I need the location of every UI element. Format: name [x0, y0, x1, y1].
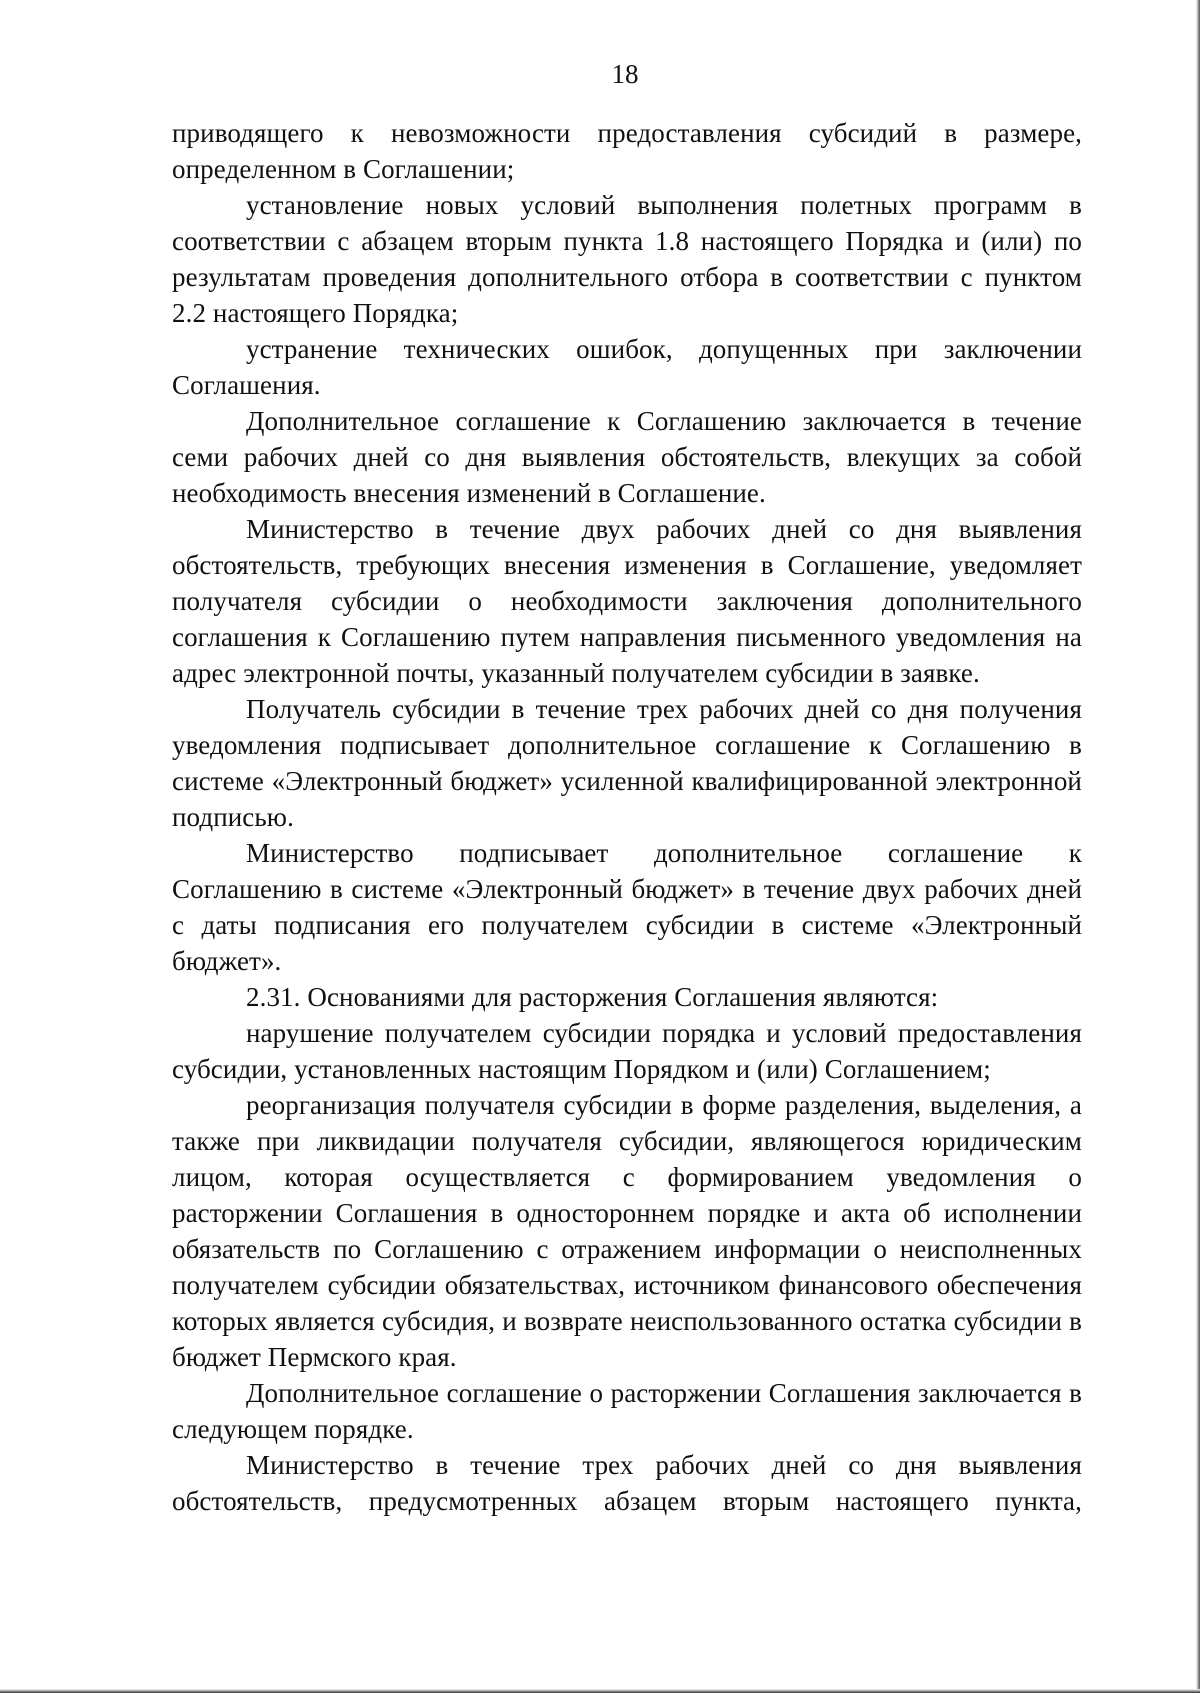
scan-edge-bottom: [0, 1689, 1200, 1693]
paragraph: Министерство в течение двух рабочих дней со дня выявления обстоятельств, требующих внесения изменения в Соглашение, уведомляет получателя субсидии о необходимости заключения дополнительного соглашения к Соглашению путем направления письменного уведомления на адрес электронной почты, указанный получателем субсидии в заявке.: [172, 514, 1082, 688]
section-heading-2-31: 2.31. Основаниями для расторжения Соглашения являются:: [246, 982, 939, 1012]
paragraph-continues-next-page: Министерство в течение трех рабочих дней со дня выявления обстоятельств, предусмотренных абзацем вторым настоящего пункта,: [172, 1450, 1082, 1516]
page-number: 18: [611, 59, 639, 89]
paragraph: реорганизация получателя субсидии в форме разделения, выделения, а также при ликвидации получателя субсидии, являющегося юридическим лицом, которая осуществляется с формированием уведомления о расторжении Соглашения в одностороннем порядке и акта об исполнении обязательств по Соглашению с отражением информации о неисполненных получателем субсидии обязательствах, источником финансового обеспечения которых является субсидия, и возврате неиспользованного остатка субсидии в бюджет Пермского края.: [172, 1090, 1082, 1372]
paragraph: Министерство подписывает дополнительное соглашение к Соглашению в системе «Электронный бюджет» в течение двух рабочих дней с даты подписания его получателем субсидии в системе «Электронный бюджет».: [172, 838, 1082, 976]
paragraph: Дополнительное соглашение к Соглашению заключается в течение семи рабочих дней со дня выявления обстоятельств, влекущих за собой необходимость внесения изменений в Соглашение.: [172, 406, 1082, 508]
paragraph: устранение технических ошибок, допущенных при заключении Соглашения.: [172, 334, 1082, 400]
paragraph: установление новых условий выполнения полетных программ в соответствии с абзацем вторым пункта 1.8 настоящего Порядка и (или) по результатам проведения дополнительного отбора в соответствии с пунктом 2.2 настоящего Порядка;: [172, 190, 1082, 328]
paragraph-continuation: приводящего к невозможности предоставления субсидий в размере, определенном в Соглашении;: [172, 118, 1082, 184]
paragraph: Получатель субсидии в течение трех рабочих дней со дня получения уведомления подписывает дополнительное соглашение к Соглашению в системе «Электронный бюджет» усиленной квалифицированной электронной подписью.: [172, 694, 1082, 832]
paragraph: Дополнительное соглашение о расторжении Соглашения заключается в следующем порядке.: [172, 1378, 1082, 1444]
paragraph: нарушение получателем субсидии порядка и условий предоставления субсидии, установленных настоящим Порядком и (или) Соглашением;: [172, 1018, 1082, 1084]
document-body: [172, 115, 1082, 1519]
scan-edge-right: [1196, 0, 1200, 1693]
